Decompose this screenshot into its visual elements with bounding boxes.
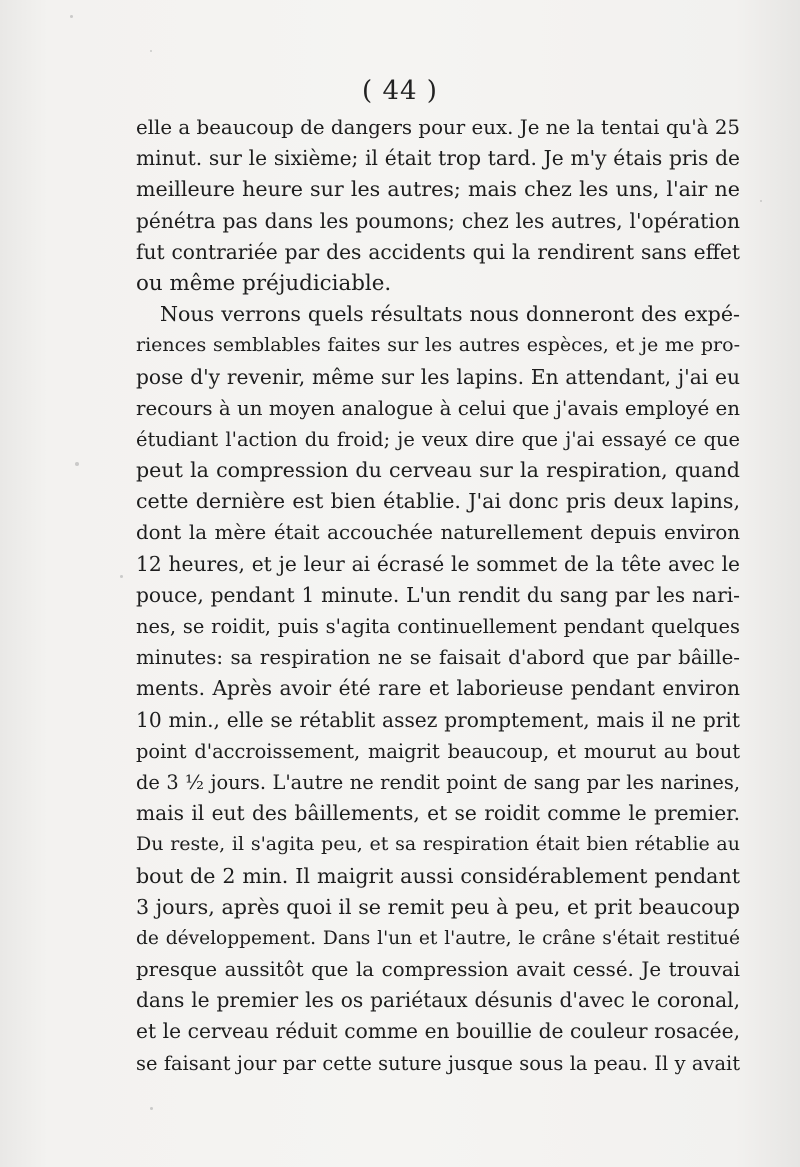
paper-speck xyxy=(120,575,123,578)
text-line: ments. Après avoir été rare et laborieuse pendant environ xyxy=(136,676,740,701)
paper-speck xyxy=(70,15,73,18)
text-line: minut. sur le sixième; il était trop tard. Je m'y étais pris de xyxy=(136,146,740,171)
text-line: mais il eut des bâillements, et se roidit comme le premier. xyxy=(136,801,740,826)
text-line: 10 min., elle se rétablit assez promptement, mais il ne prit xyxy=(136,707,740,732)
text-line: ou même préjudiciable. xyxy=(136,270,392,296)
text-line: point d'accroissement, maigrit beaucoup, et mourut au bout xyxy=(136,739,740,763)
text-line: pose d'y revenir, même sur les lapins. En attendant, j'ai eu xyxy=(136,364,740,389)
text-line: dans le premier les os pariétaux désunis d'avec le coronal, xyxy=(136,988,740,1013)
paper-speck xyxy=(75,462,79,466)
paper-speck xyxy=(150,50,152,52)
paper-speck xyxy=(150,1107,153,1110)
text-line: pénétra pas dans les poumons; chez les autres, l'opération xyxy=(136,208,740,233)
body-text xyxy=(136,112,740,1079)
text-line: minutes: sa respiration ne se faisait d'abord que par bâille- xyxy=(136,646,740,670)
text-line: meilleure heure sur les autres; mais chez les uns, l'air ne xyxy=(136,177,740,202)
text-line: et le cerveau réduit comme en bouillie de couleur rosacée, xyxy=(136,1019,740,1044)
text-line: dont la mère était accouchée naturellement depuis environ xyxy=(136,521,740,545)
paper-speck xyxy=(760,200,762,202)
text-line: Nous verrons quels résultats nous donneront des expé- xyxy=(160,302,740,327)
text-line: nes, se roidit, puis s'agita continuellement pendant quelques xyxy=(136,615,740,638)
text-line: de développement. Dans l'un et l'autre, le crâne s'était restitué xyxy=(136,927,740,949)
text-line: se faisant jour par cette suture jusque sous la peau. Il y avait xyxy=(136,1051,740,1075)
text-line: pouce, pendant 1 minute. L'un rendit du sang par les nari- xyxy=(136,582,740,607)
text-line: 12 heures, et je leur ai écrasé le sommet de la tête avec le xyxy=(136,551,740,576)
text-line: bout de 2 min. Il maigrit aussi considérablement pendant xyxy=(136,863,740,888)
page-number: ( 44 ) xyxy=(362,76,438,106)
text-line: 3 jours, après quoi il se remit peu à peu, et prit beaucoup xyxy=(136,894,740,919)
text-line: riences semblables faites sur les autres espèces, et je me pro- xyxy=(136,334,740,357)
text-line: cette dernière est bien établie. J'ai donc pris deux lapins, xyxy=(136,489,740,514)
text-line: presque aussitôt que la compression avait cessé. Je trouvai xyxy=(136,958,740,982)
text-line: peut la compression du cerveau sur la respiration, quand xyxy=(136,458,740,483)
text-line: de 3 ½ jours. L'autre ne rendit point de sang par les narines, xyxy=(136,770,740,794)
text-line: recours à un moyen analogue à celui que j'avais employé en xyxy=(136,396,740,420)
text-line: fut contrariée par des accidents qui la rendirent sans effet xyxy=(136,239,740,264)
text-line: étudiant l'action du froid; je veux dire que j'ai essayé ce que xyxy=(136,427,740,451)
text-line: elle a beaucoup de dangers pour eux. Je ne la tentai qu'à 25 xyxy=(136,116,740,139)
text-line: Du reste, il s'agita peu, et sa respiration était bien rétablie au xyxy=(136,833,740,856)
